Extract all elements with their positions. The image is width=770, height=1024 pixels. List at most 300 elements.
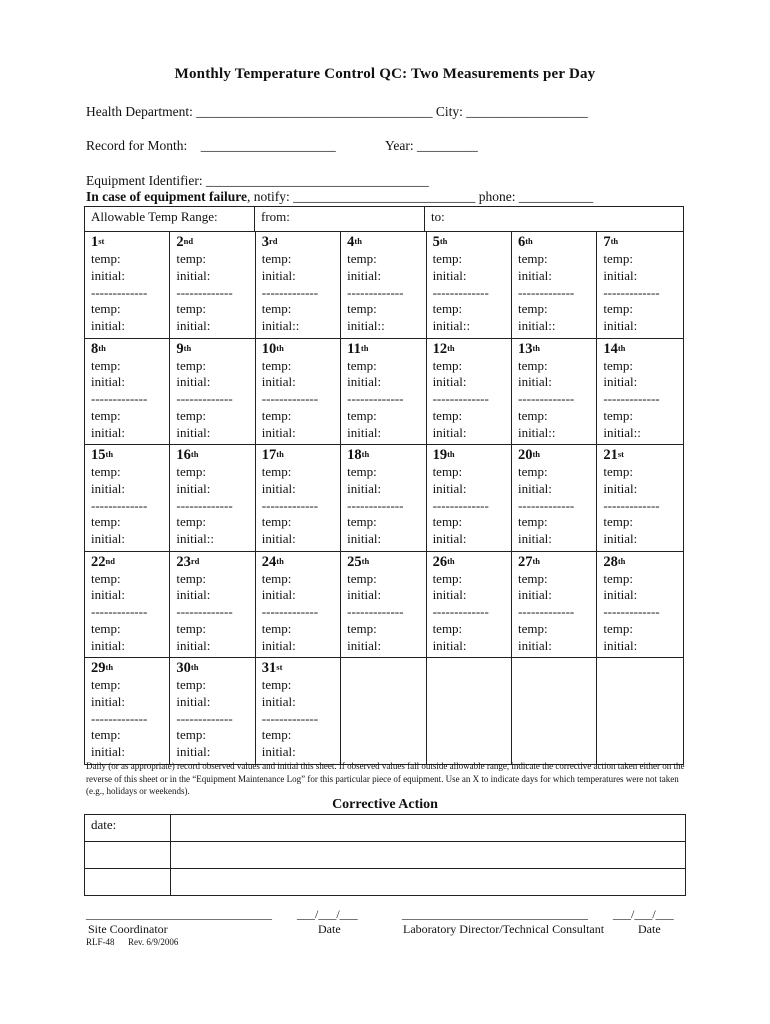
day-number-value: 18	[347, 447, 362, 463]
date-line-1: ___/___/___	[297, 907, 358, 921]
corrective-action-title: Corrective Action	[332, 797, 438, 812]
temp-field-label: temp:	[517, 620, 548, 636]
day-number	[176, 554, 254, 571]
corrective-date-cell	[85, 869, 171, 895]
temp-field-label: temp:	[432, 620, 463, 636]
initial-field-label: initial:	[91, 318, 125, 334]
range-from: from:	[255, 207, 425, 231]
day-cell	[597, 445, 682, 551]
day-cell	[170, 232, 255, 338]
separator-line: -------------	[603, 604, 660, 620]
day-cell	[85, 232, 170, 338]
temp-field-label: temp:	[261, 620, 292, 636]
day-suffix: th	[360, 342, 369, 353]
day-number-value: 22	[91, 553, 106, 570]
initial-field-label: initial::	[517, 318, 556, 334]
empty-day-cell	[512, 658, 597, 764]
initial-field-label: initial:	[347, 424, 382, 440]
day-cell	[256, 445, 341, 551]
initial-field-label: initial:	[91, 531, 125, 547]
day-number-value: 4	[347, 234, 355, 250]
day-number	[433, 234, 511, 251]
day-number	[347, 341, 425, 358]
day-number	[347, 554, 425, 571]
day-number-value: 14	[603, 340, 618, 357]
empty-day-cell	[341, 658, 426, 764]
instructions-note: Daily (or as appropriate) record observed values and initial this sheet. If observed values fall outside allowable range, indicate the corrective action taken either on the reverse of this sheet or in the “Equipment Maintenance Log” for this particular piece of equipment. Use an X to indicate days for which temperatures were not taken (e.g., holidays or weekends).	[86, 761, 685, 796]
initial-field-label: initial:	[603, 531, 638, 547]
temp-field-label: temp:	[347, 514, 377, 530]
day-suffix: th	[439, 236, 448, 246]
temp-field-label: temp:	[176, 301, 206, 317]
day-suffix: th	[532, 342, 541, 353]
initial-field-label: initial:	[261, 480, 296, 496]
initial-field-label: initial:	[517, 531, 552, 547]
day-cell	[85, 658, 170, 764]
initial-field-label: initial:	[517, 267, 552, 283]
day-number	[262, 341, 340, 358]
temp-field-label: temp:	[261, 357, 292, 373]
day-cell	[427, 339, 512, 445]
corrective-row	[85, 815, 685, 842]
separator-line: -------------	[91, 604, 148, 620]
separator-line: -------------	[176, 284, 233, 300]
temp-field-label: temp:	[432, 514, 463, 530]
day-suffix: th	[617, 555, 626, 566]
temp-field-label: temp:	[347, 464, 377, 479]
temp-field-label: temp:	[91, 570, 121, 586]
day-number-value: 13	[517, 340, 533, 357]
separator-line: -------------	[91, 710, 148, 726]
day-cell	[170, 339, 255, 445]
temp-field-label: temp:	[603, 301, 633, 317]
day-suffix: th	[105, 449, 114, 459]
day-number	[603, 341, 682, 358]
day-suffix: st	[276, 662, 283, 672]
signature-line-1: _______________________________	[86, 907, 272, 921]
initial-field-label: initial:	[347, 531, 382, 547]
initial-field-label: initial:	[176, 374, 211, 390]
separator-line: -------------	[347, 497, 404, 513]
day-number-value: 12	[432, 340, 448, 357]
initial-field-label: initial:	[91, 374, 125, 390]
temp-field-label: temp:	[261, 464, 292, 479]
initial-field-label: initial:	[347, 267, 382, 283]
initial-field-label: initial::	[603, 424, 641, 440]
day-cell	[170, 445, 255, 551]
day-number	[176, 660, 254, 677]
initial-field-label: initial:	[91, 587, 125, 603]
signature-line-2: _______________________________	[402, 907, 588, 921]
failure-rest: , notify: ___________________________ phone: ___________	[247, 189, 594, 204]
separator-line: -------------	[347, 604, 404, 620]
separator-line: -------------	[347, 284, 404, 300]
empty-day-cell	[427, 658, 512, 764]
temp-field-label: temp:	[603, 407, 633, 423]
initial-field-label: initial:	[91, 424, 125, 440]
initial-field-label: initial::	[517, 424, 556, 440]
day-number-value: 23	[176, 553, 191, 570]
initial-field-label: initial::	[347, 318, 385, 334]
initial-field-label: initial:	[432, 374, 467, 390]
initial-field-label: initial:	[432, 531, 467, 547]
temp-field-label: temp:	[176, 407, 206, 423]
day-cell	[256, 552, 341, 658]
day-number	[176, 447, 254, 464]
day-number	[518, 234, 596, 251]
day-number-value: 5	[432, 234, 440, 250]
temp-field-label: temp:	[603, 514, 633, 530]
initial-field-label: initial::	[261, 318, 300, 334]
initial-field-label: initial:	[432, 424, 467, 440]
day-number-value: 31	[261, 660, 277, 676]
temp-field-label: temp:	[261, 727, 292, 743]
separator-line: -------------	[261, 604, 319, 620]
date-label-1: Date	[318, 922, 341, 936]
day-suffix: th	[447, 449, 455, 459]
initial-field-label: initial:	[261, 424, 296, 440]
day-number	[347, 447, 425, 464]
day-number-value: 9	[176, 340, 184, 357]
temp-field-label: temp:	[91, 251, 121, 266]
day-number-value: 10	[261, 340, 277, 357]
temp-field-label: temp:	[347, 407, 377, 423]
day-number	[603, 554, 682, 571]
day-suffix: th	[532, 555, 541, 566]
temp-field-label: temp:	[517, 301, 548, 317]
temp-field-label: temp:	[176, 464, 206, 479]
day-suffix: nd	[105, 555, 115, 566]
day-cell	[597, 232, 682, 338]
initial-field-label: initial:	[517, 587, 552, 603]
day-number-value: 1	[91, 234, 99, 250]
day-number	[518, 341, 596, 358]
temp-field-label: temp:	[517, 514, 548, 530]
day-number-value: 3	[261, 234, 270, 250]
temp-field-label: temp:	[261, 514, 292, 530]
week-row	[85, 552, 683, 659]
temp-field-label: temp:	[432, 407, 463, 423]
initial-field-label: initial:	[603, 267, 638, 283]
temp-field-label: temp:	[176, 251, 206, 266]
initial-field-label: initial:	[347, 637, 382, 653]
initial-field-label: initial:	[91, 480, 125, 496]
initial-field-label: initial:	[517, 637, 552, 653]
initial-field-label: initial:	[603, 374, 638, 390]
temp-field-label: temp:	[91, 677, 121, 692]
day-number	[262, 554, 340, 571]
temp-field-label: temp:	[347, 620, 377, 636]
corrective-action-cell	[171, 815, 685, 841]
corrective-action-table	[84, 814, 686, 896]
day-number-value: 30	[176, 660, 191, 676]
initial-field-label: initial:	[91, 693, 125, 709]
separator-line: -------------	[517, 284, 575, 300]
day-number	[91, 447, 169, 464]
day-number-value: 15	[91, 447, 106, 463]
day-number	[262, 660, 340, 677]
equipment-id-line: Equipment Identifier: _________________________________	[86, 173, 429, 188]
initial-field-label: initial:	[261, 637, 296, 653]
temp-field-label: temp:	[432, 251, 463, 266]
separator-line: -------------	[603, 391, 660, 407]
day-number-value: 25	[347, 553, 362, 570]
initial-field-label: initial:	[91, 637, 125, 653]
separator-line: -------------	[176, 710, 233, 726]
day-suffix: th	[354, 236, 362, 246]
day-number-value: 11	[347, 340, 361, 357]
temp-field-label: temp:	[517, 464, 548, 479]
separator-line: -------------	[261, 710, 319, 726]
temp-field-label: temp:	[347, 570, 377, 586]
day-suffix: th	[276, 342, 284, 353]
day-suffix: st	[617, 449, 624, 459]
day-suffix: th	[361, 449, 370, 459]
day-cell	[427, 552, 512, 658]
initial-field-label: initial:	[176, 267, 211, 283]
day-cell	[597, 552, 682, 658]
temp-field-label: temp:	[91, 407, 121, 423]
day-number	[518, 447, 596, 464]
initial-field-label: initial:	[603, 318, 638, 334]
week-row	[85, 658, 683, 764]
temp-field-label: temp:	[176, 620, 206, 636]
initial-field-label: initial::	[432, 318, 471, 334]
temp-range-row	[85, 207, 683, 232]
temp-field-label: temp:	[91, 727, 121, 743]
initial-field-label: initial:	[347, 374, 382, 390]
day-suffix: rd	[190, 555, 200, 566]
temp-field-label: temp:	[432, 570, 463, 586]
temp-field-label: temp:	[176, 514, 206, 530]
day-number	[433, 341, 511, 358]
page-title: Monthly Temperature Control QC: Two Measurements per Day	[174, 66, 596, 82]
day-suffix: th	[532, 449, 541, 459]
day-number	[518, 554, 596, 571]
corrective-action-cell	[171, 842, 685, 868]
day-suffix: th	[105, 662, 114, 672]
temp-field-label: temp:	[261, 251, 292, 266]
temp-field-label: temp:	[603, 464, 633, 479]
day-number	[91, 341, 169, 358]
corrective-date-label: date:	[85, 815, 171, 841]
separator-line: -------------	[517, 497, 575, 513]
temp-field-label: temp:	[432, 464, 463, 479]
day-suffix: th	[276, 555, 284, 566]
temp-field-label: temp:	[176, 727, 206, 743]
temp-field-label: temp:	[517, 570, 548, 586]
separator-line: -------------	[91, 284, 148, 300]
weeks-container	[85, 232, 683, 764]
separator-line: -------------	[517, 391, 575, 407]
day-cell	[427, 445, 512, 551]
day-cell	[85, 339, 170, 445]
day-number-value: 16	[176, 447, 191, 463]
day-cell	[256, 658, 341, 764]
initial-field-label: initial:	[176, 587, 211, 603]
day-suffix: th	[361, 555, 370, 566]
initial-field-label: initial:	[432, 480, 467, 496]
day-number	[603, 234, 682, 251]
temp-field-label: temp:	[347, 301, 377, 317]
initial-field-label: initial:	[261, 267, 296, 283]
temp-field-label: temp:	[603, 357, 633, 373]
initial-field-label: initial:	[432, 267, 467, 283]
day-number	[176, 234, 254, 251]
initial-field-label: initial:	[517, 480, 552, 496]
day-suffix: th	[617, 342, 626, 353]
day-number-value: 7	[603, 234, 611, 250]
temp-field-label: temp:	[517, 251, 548, 266]
separator-line: -------------	[432, 604, 489, 620]
range-label: Allowable Temp Range:	[85, 207, 255, 231]
separator-line: -------------	[603, 284, 660, 300]
date-line-2: ___/___/___	[613, 907, 674, 921]
day-number-value: 20	[517, 447, 533, 463]
separator-line: -------------	[91, 497, 148, 513]
range-to: to:	[431, 209, 445, 224]
separator-line: -------------	[176, 497, 233, 513]
initial-field-label: initial:	[176, 480, 211, 496]
separator-line: -------------	[432, 497, 489, 513]
day-suffix: th	[447, 555, 455, 566]
day-suffix: th	[276, 449, 284, 459]
site-coordinator-label: Site Coordinator	[88, 922, 168, 936]
day-number	[262, 234, 340, 251]
separator-line: -------------	[261, 284, 319, 300]
separator-line: -------------	[176, 604, 233, 620]
separator-line: -------------	[176, 391, 233, 407]
temp-field-label: temp:	[91, 514, 121, 530]
year-line: Year: _________	[385, 138, 478, 153]
temp-field-label: temp:	[91, 301, 121, 317]
temp-field-label: temp:	[517, 357, 548, 373]
day-cell	[341, 339, 426, 445]
initial-field-label: initial:	[261, 693, 296, 709]
separator-line: -------------	[517, 604, 575, 620]
lab-director-label: Laboratory Director/Technical Consultant	[403, 922, 605, 936]
separator-line: -------------	[432, 284, 489, 300]
day-number	[91, 554, 169, 571]
failure-notify-line	[86, 189, 593, 205]
initial-field-label: initial:	[91, 267, 125, 283]
initial-field-label: initial:	[176, 744, 211, 760]
failure-bold: In case of equipment failure	[86, 189, 247, 204]
day-number-value: 19	[432, 447, 448, 463]
temp-field-label: temp:	[176, 677, 206, 692]
day-cell	[341, 552, 426, 658]
day-suffix: th	[183, 342, 192, 353]
empty-day-cell	[597, 658, 682, 764]
initial-field-label: initial:	[603, 637, 638, 653]
initial-field-label: initial:	[176, 424, 211, 440]
temp-field-label: temp:	[261, 570, 292, 586]
day-suffix: th	[447, 342, 455, 353]
temp-field-label: temp:	[91, 464, 121, 479]
date-label-2: Date	[638, 922, 661, 936]
day-suffix: th	[190, 662, 199, 672]
day-cell	[597, 339, 682, 445]
day-cell	[512, 552, 597, 658]
initial-field-label: initial:	[261, 531, 296, 547]
temp-field-label: temp:	[432, 357, 463, 373]
temp-field-label: temp:	[603, 251, 633, 266]
initial-field-label: initial:	[432, 637, 467, 653]
day-cell	[85, 552, 170, 658]
day-cell	[170, 658, 255, 764]
temp-field-label: temp:	[603, 620, 633, 636]
day-cell	[170, 552, 255, 658]
separator-line: -------------	[261, 497, 319, 513]
record-month-line: Record for Month: ____________________	[86, 138, 336, 153]
day-cell	[341, 445, 426, 551]
temp-field-label: temp:	[261, 677, 292, 692]
initial-field-label: initial:	[261, 744, 296, 760]
initial-field-label: initial:	[91, 744, 125, 760]
day-cell	[512, 339, 597, 445]
day-number	[433, 554, 511, 571]
day-cell	[512, 232, 597, 338]
day-number-value: 28	[603, 553, 618, 570]
health-dept-line: Health Department: ___________________________________ City: __________________	[86, 104, 588, 119]
corrective-row	[85, 869, 685, 895]
form-id-footer: RLF-48 Rev. 6/9/2006	[86, 937, 179, 947]
temp-field-label: temp:	[261, 407, 292, 423]
day-suffix: nd	[183, 236, 194, 246]
separator-line: -------------	[91, 391, 148, 407]
initial-field-label: initial:	[347, 480, 382, 496]
day-number-value: 2	[176, 234, 184, 250]
temp-field-label: temp:	[91, 357, 121, 373]
day-number-value: 17	[261, 447, 277, 463]
initial-field-label: initial:	[261, 587, 296, 603]
day-number	[347, 234, 425, 251]
initial-field-label: initial::	[176, 531, 214, 547]
day-number	[91, 660, 169, 677]
calendar-grid	[84, 206, 684, 765]
temp-field-label: temp:	[347, 251, 377, 266]
temp-field-label: temp:	[176, 570, 206, 586]
day-number	[176, 341, 254, 358]
day-number	[91, 234, 169, 251]
day-number	[433, 447, 511, 464]
initial-field-label: initial:	[176, 318, 211, 334]
day-cell	[512, 445, 597, 551]
day-number-value: 8	[91, 340, 99, 357]
day-number-value: 6	[517, 234, 526, 250]
day-number-value: 24	[261, 553, 277, 570]
day-suffix: th	[98, 342, 106, 353]
temp-field-label: temp:	[91, 620, 121, 636]
day-cell	[256, 232, 341, 338]
initial-field-label: initial:	[603, 587, 638, 603]
day-suffix: th	[525, 236, 533, 246]
day-suffix: st	[98, 236, 105, 246]
temp-field-label: temp:	[432, 301, 463, 317]
week-row	[85, 445, 683, 552]
separator-line: -------------	[261, 391, 319, 407]
day-cell	[341, 232, 426, 338]
initial-field-label: initial:	[261, 374, 296, 390]
initial-field-label: initial:	[176, 637, 211, 653]
temp-field-label: temp:	[517, 407, 548, 423]
day-suffix: th	[610, 236, 619, 246]
initial-field-label: initial:	[517, 374, 552, 390]
day-cell	[256, 339, 341, 445]
initial-field-label: initial:	[432, 587, 467, 603]
temp-field-label: temp:	[261, 301, 292, 317]
temp-field-label: temp:	[347, 357, 377, 373]
